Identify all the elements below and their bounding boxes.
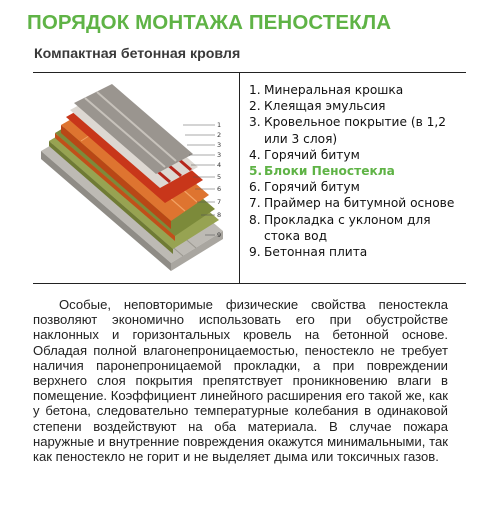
legend-number: 1. <box>249 83 261 97</box>
callout-label: 9 <box>217 231 222 239</box>
legend-text: Клеящая эмульсия <box>264 99 386 114</box>
legend-text: Минеральная крошка <box>264 83 404 97</box>
callout-label: 7 <box>217 198 222 206</box>
legend-text: Бетонная плита <box>264 245 368 260</box>
legend-number: 8. <box>249 212 261 227</box>
callout-label: 3 <box>217 151 222 159</box>
legend-item <box>249 244 464 260</box>
legend-text: Кровельное покрытие (в 1,2 или 3 слоя) <box>264 115 447 146</box>
legend-number: 9. <box>249 245 261 260</box>
legend-text: Горячий битум <box>264 147 360 162</box>
callout-label: 5 <box>217 173 222 181</box>
roof-layers-diagram <box>33 81 237 281</box>
legend-number: 3. <box>249 115 261 130</box>
roof-layers-table <box>33 72 466 284</box>
legend-text: Горячий битум <box>264 180 360 195</box>
legend-text: Блоки Пеностекла <box>264 164 395 179</box>
legend-item <box>249 179 464 195</box>
callout-label: 8 <box>217 211 222 219</box>
callout-label: 6 <box>217 185 222 193</box>
layer-legend <box>249 82 464 260</box>
callout-label: 1 <box>217 121 222 129</box>
legend-number: 5. <box>249 164 263 179</box>
legend-text: Прокладка с уклоном для стока вод <box>264 212 431 243</box>
description-paragraph: Особые, неповторимые физические свойства пеностекла позволяют экономично использовать его при обустройстве наклонных и горизонтальных кровель на бетонной основе. Обладая полной влагонепроницаемостью, пеностекло не требует наличия паронепроницаемой прокладки, а при повреждении верхнего слоя покрытия препятствует проникновению влаги в помещение. Коэффициент линейного расширения его такой же, как у бетона, следовательно температурные колебания в одинаковой степени воздействуют на оба материала. В случае пожара наружные и внутренние повреждения окажутся минимальными, так как пеностекло не горит и не выделяет дыма или токсичных газов. <box>33 297 448 465</box>
legend-number: 6. <box>249 180 261 195</box>
legend-item <box>249 114 464 146</box>
legend-number: 4. <box>249 147 261 162</box>
callout-label: 2 <box>217 131 222 139</box>
legend-item <box>249 98 464 114</box>
legend-number: 7. <box>249 196 261 211</box>
callout-label: 4 <box>217 161 222 169</box>
legend-item <box>249 82 464 98</box>
section-subtitle: Компактная бетонная кровля <box>34 46 241 62</box>
table-divider <box>239 73 240 283</box>
legend-item <box>249 212 464 244</box>
legend-item <box>249 195 464 211</box>
legend-text: Праймер на битумной основе <box>264 196 455 211</box>
callout-label: 3 <box>217 141 222 149</box>
legend-number: 2. <box>249 99 261 114</box>
page-title: ПОРЯДОК МОНТАЖА ПЕНОСТЕКЛА <box>27 11 392 34</box>
legend-item <box>249 147 464 163</box>
legend-item-highlighted <box>249 163 464 179</box>
